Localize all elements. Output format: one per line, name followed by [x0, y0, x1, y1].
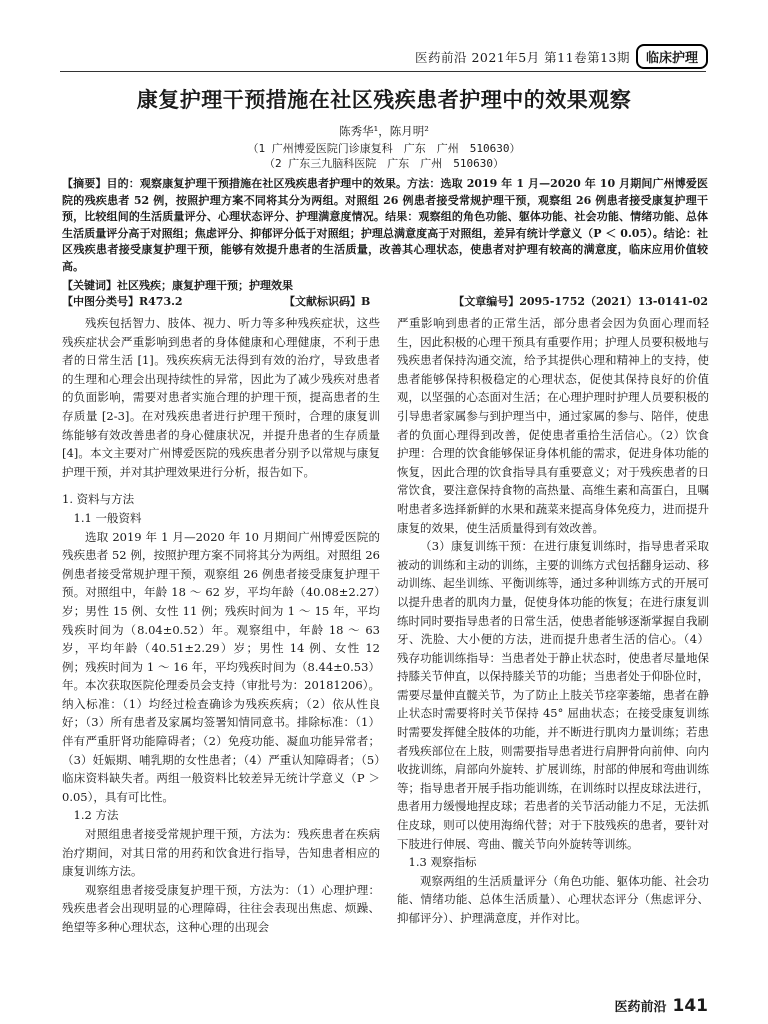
document-code: 【文献标识码】B: [284, 295, 371, 308]
body-right-column: [397, 314, 709, 928]
abstract-text: 目的：观察康复护理干预措施在社区残疾患者护理中的效果。方法：选取 2019 年 1 月—2020 年 10 月期间广州博爱医院的残疾患者 52 例，按照护理方案不同将其分为两组。对照组 26 例患者接受常规护理干预，观察组 26 例患者接受康复护理干预，比较组间的生活质量评分、心理状态评分、护理满意度情况。结果：观察组的角色功能、躯体功能、社会功能、情绪功能、总体生活质量评分高于对照组；焦虑评分、抑郁评分低于对照组；护理总满意度高于对照组，差异有统计学意义（P ＜ 0.05）。结论：社区残疾患者接受康复护理干预，能够有效提升患者的生活质量，改善其心理状态，使患者对护理有较高的满意度，临床应用价值较高。: [62, 177, 708, 273]
keywords-label: 【关键词】: [62, 279, 117, 292]
page-footer: [614, 996, 708, 1016]
keywords: [62, 277, 708, 293]
affiliation-1: （1 广州博爱医院门诊康复科 广东 广州 510630）: [247, 142, 521, 155]
clc-number: 【中图分类号】R473.2: [62, 295, 183, 308]
page-number: 141: [672, 996, 708, 1016]
body-paragraph: 选取 2019 年 1 月—2020 年 10 月期间广州博爱医院的残疾患者 52 例，按照护理方案不同将其分为两组。对照组 26 例患者接受常规护理干预，观察组 26 例患者接受康复护理干预。对照组中，年龄 18 ～ 62 岁，平均年龄（40.08±2.27）岁；男性 15 例、女性 11 例；残疾时间为 1 ～ 15 年，平均残疾时间为（8.04±0.52）年。观察组中，年龄 18 ～ 63 岁，平均年龄（40.51±2.29）岁；男性 14 例、女性 12 例；残疾时间为 1 ～ 16 年，平均残疾时间为（8.44±0.53）年。本次获取医院伦理委员会支持（审批号为：20181206）。纳入标准：（1）均经过检查确诊为残疾疾病；（2）依从性良好；（3）所有患者及家属均签署知情同意书。排除标准：（1）伴有严重肝肾功能障碍者；（2）免疫功能、凝血功能异常者；（3）妊娠期、哺乳期的女性患者；（4）严重认知障碍者；（5）临床资料缺失者。两组一般资料比较差异无统计学意义（P ＞ 0.05），具有可比性。: [62, 529, 380, 804]
abstract-label: 【摘要】: [62, 177, 107, 190]
body-paragraph: 对照组患者接受常规护理干预，方法为：残疾患者在疾病治疗期间，对其日常的用药和饮食进行指导，告知患者相应的康复训练方法。: [62, 827, 380, 879]
affiliation-2: （2 广东三九脑科医院 广东 广州 510630）: [264, 157, 504, 170]
body-left-column: [62, 314, 380, 937]
body-paragraph: （3）康复训练干预：在进行康复训练时，指导患者采取被动的训练和主动的训练，主要的训练方式包括翻身运动、移动训练、起坐训练、平衡训练等，通过多种训练方式的开展可以提升患者的肌肉力量，促使身体功能的恢复；在进行康复训练时同时要指导患者的日常生活，使患者能够逐渐掌握自我刷牙、洗脸、大小便的方法，进而提升患者生活的信心。（4）残存功能训练指导：当患者处于静止状态时，使患者尽量地保持膝关节伸直，以保持膝关节的功能；当患者处于仰卧位时，需要尽量伸直髋关节，为了防止上肢关节痉挛萎缩，患者在静止状态时需要将时关节保持 45° 屈曲状态；在接受康复训练时需要发挥健全肢体的功能，并不断进行肌肉力量训练；若患者残疾部位在上肢，则需要指导患者进行肩胛骨向前伸、向内收拢训练，肩部向外旋转、扩展训练，肘部的伸展和弯曲训练等；指导患者开展手指功能训练，在训练时以捏皮球法进行，患者用力缓慢地捏皮球；若患者的关节活动能力不足，无法抓住皮球，则可以使用海绵代替；对于下肢残疾的患者，要针对下肢进行伸展、弯曲、髋关节向外旋转等训练。: [397, 539, 709, 851]
section-heading: 1.3 观察指标: [408, 855, 477, 870]
body-paragraph: 严重影响到患者的正常生活，部分患者会因为负面心理而轻生，因此积极的心理干预具有重要作用；护理人员要积极地与残疾患者保持沟通交流，给予其提供心理和精神上的支持，使患者能够保持积极稳定的心理状态，促使其保持良好的价值观，以坚强的心态面对生活；在心理护理时护理人员要积极的引导患者家属参与到护理当中，通过家属的参与、陪伴，使患者的负面心理得到改善，促使患者重拾生活信心。（2）饮食护理：合理的饮食能够保证身体机能的需求，促进身体功能的恢复，因此合理的饮食指导具有重要意义；对于残疾患者的日常饮食，要注意保持食物的高热量、高维生素和高蛋白，且嘱咐患者多选择新鲜的水果和蔬菜来提高身体免疫力，进而提升康复的效果，使生活质量得到有效改善。: [397, 316, 709, 535]
section-heading: 1.2 方法: [73, 808, 119, 823]
page-header: [0, 44, 768, 74]
article-title: 康复护理干预措施在社区残疾患者护理中的效果观察: [136, 88, 632, 112]
section-heading: 1. 资料与方法: [62, 492, 135, 507]
body-paragraph: 观察组患者接受康复护理干预，方法为：（1）心理护理：残疾患者会出现明显的心理障碍，往往会表现出焦虑、烦躁、绝望等多种心理状态，这种心理的出现会: [62, 882, 380, 934]
authors: 陈秀华¹，陈月明²: [339, 124, 429, 138]
section-heading: 1.1 一般资料: [73, 510, 142, 525]
journal-info: 医药前沿 2021年5月 第11卷第13期: [414, 50, 630, 65]
footer-journal: 医药前沿: [614, 1000, 667, 1015]
section-badge: 临床护理: [636, 44, 708, 69]
header-rule: [60, 71, 706, 72]
abstract: [62, 176, 708, 275]
keywords-text: 社区残疾；康复护理干预；护理效果: [117, 279, 293, 292]
article-number: 【文章编号】2095-1752（2021）13-0141-02: [453, 295, 708, 308]
body-paragraph: 观察两组的生活质量评分（角色功能、躯体功能、社会功能、情绪功能、总体生活质量）、心理状态评分（焦虑评分、抑郁评分）、护理满意度，并作对比。: [397, 873, 709, 925]
body-paragraph: 残疾包括智力、肢体、视力、听力等多种残疾症状，这些残疾症状会严重影响到患者的身体健康和心理健康，不利于患者的日常生活 [1]。残疾疾病无法得到有效的治疗，导致患者的生理和心理会出现持续性的异常，因此为了减少残疾对患者的负面影响，需要对患者实施合理的护理干预，提高患者的生存质量 [2-3]。在对残疾患者进行护理干预时，合理的康复训练能够有效改善患者的身心健康状况，并提升患者的生存质量 [4]。本文主要对广州博爱医院的残疾患者分别予以常规与康复护理干预，并对其护理效果进行分析，报告如下。: [62, 316, 380, 479]
